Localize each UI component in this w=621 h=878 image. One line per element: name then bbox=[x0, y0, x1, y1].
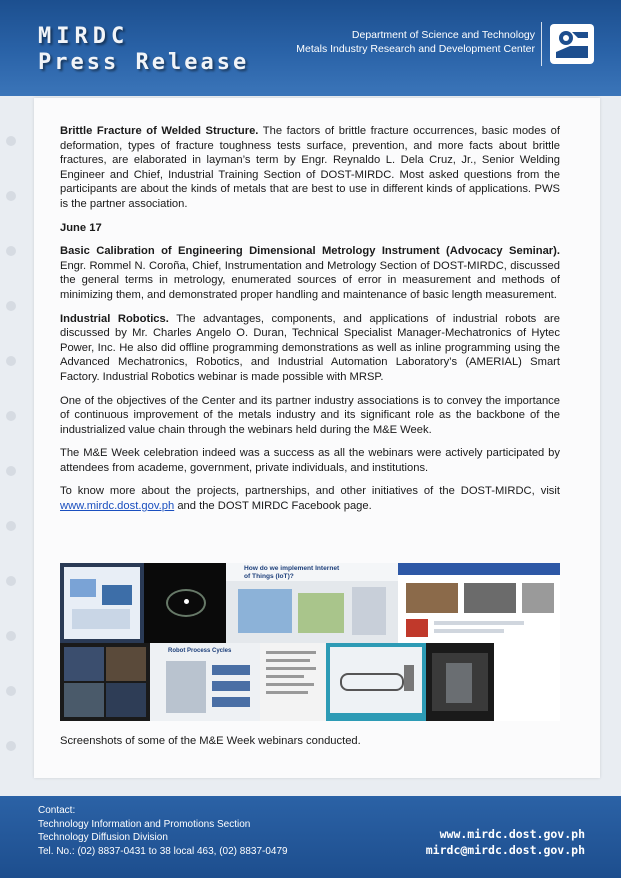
dot bbox=[6, 411, 16, 421]
dot bbox=[6, 686, 16, 696]
dot bbox=[6, 301, 16, 311]
webinar-screenshot bbox=[326, 643, 426, 721]
brand-line-1: MIRDC bbox=[38, 24, 130, 49]
paragraph-text: The advantages, components, and applications of industrial robots are discussed by Mr. Charles Angelo O. Duran, Technical Specialist Manager-Mechatronics of Hytec Power, Inc. He also did offline programming demonstrations as well as inline programming using the Advanced Mechatronics, Robotics, and Industrial Automation Laboratory’s (AMERIAL) Smart Factory. Industrial Robotics webinar is made possible with MRSP. bbox=[60, 312, 560, 383]
dost-logo-icon bbox=[548, 22, 596, 66]
date-heading: June 17 bbox=[60, 221, 102, 234]
paragraph-more-info bbox=[60, 484, 560, 513]
brand-title bbox=[38, 24, 249, 76]
dot bbox=[6, 466, 16, 476]
paragraph-success: The M&E Week celebration indeed was a success as all the webinars were actively participated by attendees from academe, government, private individuals, and institutions. bbox=[60, 447, 560, 474]
dot bbox=[6, 741, 16, 751]
paragraph-text: Engr. Rommel N. Coroña, Chief, Instrumentation and Metrology Section of DOST-MIRDC, discussed the general terms in metrology, enumerated sources of error in measurement and methods of minimizing them, and demonstrated proper handling and maintenance of basic length measurement. bbox=[60, 259, 560, 301]
webinar-screenshot bbox=[398, 563, 560, 643]
contact-block bbox=[38, 804, 288, 858]
agency-line-2: Metals Industry Research and Development Center bbox=[296, 43, 535, 55]
paragraph-title: Industrial Robotics. bbox=[60, 312, 169, 325]
webinar-screenshot bbox=[226, 563, 398, 643]
agency-name bbox=[296, 28, 535, 56]
webinar-screenshot bbox=[260, 643, 326, 721]
header-divider bbox=[541, 22, 542, 66]
webinar-screenshot-collage bbox=[60, 563, 560, 721]
contact-line: Technology Diffusion Division bbox=[38, 832, 168, 843]
slide-title: How do we implement Internet of Things (IoT)? bbox=[244, 565, 340, 580]
paragraph-robotics bbox=[60, 312, 560, 385]
webinar-screenshot bbox=[144, 563, 226, 643]
paragraph-text: The factors of brittle fracture occurrences, basic modes of deformation, types of fracture toughness tests surface, prevention, and more facts about brittle fractures, are elaborated in layman’s term by Engr. Reynaldo L. Dela Cruz, Jr., Senior Welding Engineer and Chief, Industrial Training Section of DOST-MIRDC. Most asked questions from the participants are about the kinds of metals that are best to use in different kinds of applications. PWS is the partner association. bbox=[60, 125, 561, 210]
article-body bbox=[60, 124, 560, 523]
contact-label: Contact: bbox=[38, 805, 76, 816]
dot bbox=[6, 521, 16, 531]
dot bbox=[6, 246, 16, 256]
footer-email-link[interactable]: mirdc@mirdc.dost.gov.ph bbox=[425, 843, 585, 857]
paragraph-text: To know more about the projects, partnerships, and other initiatives of the DOST-MIRDC, visit bbox=[60, 485, 560, 498]
paragraph-objectives: One of the objectives of the Center and its partner industry associations is to convey the importance of continuous improvement of the metals industry and its significant role as the backbone of the industrialized value chain through the webinars held during the M&E Week. bbox=[60, 394, 560, 436]
paragraph-metrology bbox=[60, 244, 560, 302]
slide-title: Robot Process Cycles bbox=[168, 648, 232, 654]
collage-caption: Screenshots of some of the M&E Week webinars conducted. bbox=[60, 735, 361, 747]
webinar-screenshot bbox=[494, 643, 560, 721]
dot bbox=[6, 136, 16, 146]
footer-website-link[interactable]: www.mirdc.dost.gov.ph bbox=[439, 827, 585, 841]
page-header bbox=[0, 0, 621, 96]
webinar-screenshot bbox=[60, 643, 150, 721]
paragraph-title: Basic Calibration of Engineering Dimensional Metrology Instrument (Advocacy Seminar). bbox=[60, 245, 560, 258]
agency-line-1: Department of Science and Technology bbox=[351, 29, 535, 41]
dot bbox=[6, 356, 16, 366]
webinar-screenshot bbox=[60, 563, 144, 643]
webinar-screenshot bbox=[426, 643, 494, 721]
website-link[interactable]: www.mirdc.dost.gov.ph bbox=[60, 500, 175, 513]
brand-line-2: Press Release bbox=[38, 50, 250, 75]
contact-line: Technology Information and Promotions Section bbox=[38, 818, 251, 830]
dot bbox=[6, 191, 16, 201]
paragraph-title: Brittle Fracture of Welded Structure. bbox=[60, 125, 259, 137]
web-contact bbox=[426, 826, 585, 858]
dot bbox=[6, 576, 16, 586]
page-footer bbox=[0, 796, 621, 878]
paragraph-brittle-fracture bbox=[60, 124, 560, 212]
dot bbox=[6, 631, 16, 641]
paragraph-text: and the DOST MIRDC Facebook page. bbox=[177, 500, 372, 513]
webinar-screenshot bbox=[150, 643, 260, 721]
contact-phone: Tel. No.: (02) 8837-0431 to 38 local 463, (02) 8837-0479 bbox=[38, 845, 288, 857]
